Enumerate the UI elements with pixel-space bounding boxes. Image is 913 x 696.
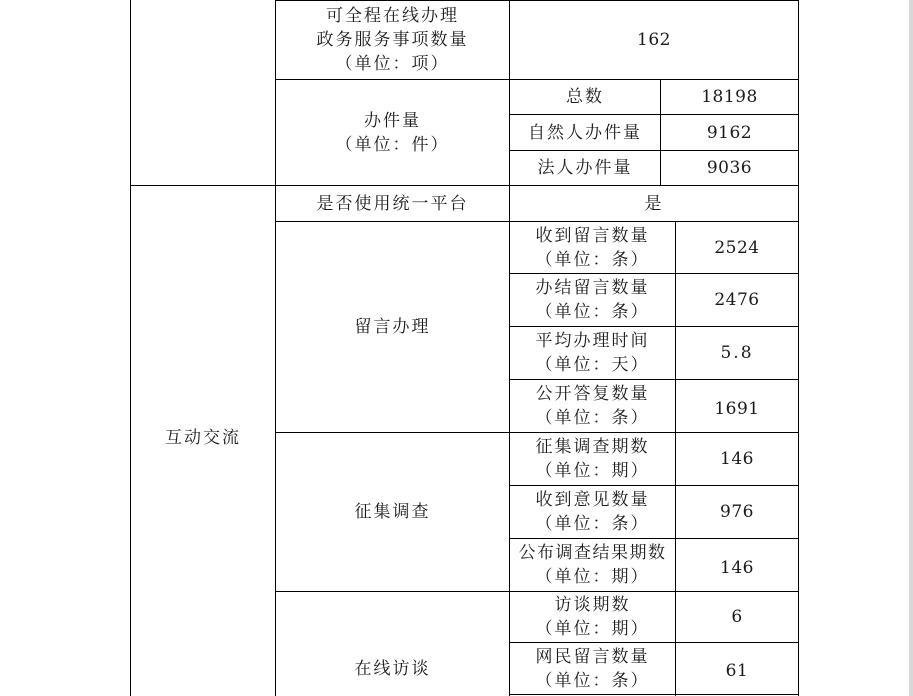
public-replies-label: 公开答复数量 （单位：条） — [535, 384, 650, 428]
full-online-items-label — [276, 1, 509, 79]
unified-platform-value: 是 — [644, 193, 664, 214]
interview-issues-value: 6 — [731, 607, 743, 627]
handled-cases-label — [276, 80, 509, 185]
online-interview-label: 在线访谈 — [354, 659, 431, 679]
handled-natural-person-label: 自然人办件量 — [528, 122, 642, 143]
label-line: （单位：件） — [335, 134, 450, 155]
label-line: 办件量 — [364, 110, 421, 131]
survey-issues-value: 146 — [720, 449, 754, 469]
average-handling-time-value: 5.8 — [720, 343, 754, 363]
public-replies-value: 1691 — [714, 398, 760, 419]
messages-received-value: 2524 — [714, 237, 760, 258]
interview-issues-label: 访谈期数 （单位：期） — [535, 595, 650, 639]
message-handling-label: 留言办理 — [354, 317, 431, 337]
handled-natural-person-value: 9162 — [706, 122, 753, 143]
label-line: 政务服务事项数量 — [316, 30, 469, 50]
survey-issues-label: 征集调查期数 （单位：期） — [535, 437, 650, 481]
scrollbar-edge — [909, 0, 913, 696]
full-online-items-value: 162 — [637, 30, 671, 50]
messages-completed-value: 2476 — [714, 290, 760, 310]
label-line: 可全程在线办理 — [326, 6, 459, 26]
opinions-received-value: 976 — [720, 502, 754, 522]
messages-received-label: 收到留言数量 （单位：条） — [535, 225, 650, 270]
netizen-messages-label: 网民留言数量 （单位：条） — [535, 646, 650, 691]
average-handling-time-label: 平均办理时间 （单位：天） — [535, 331, 650, 375]
netizen-messages-value: 61 — [725, 660, 749, 681]
handled-legal-person-label: 法人办件量 — [537, 158, 633, 178]
interaction-category-label: 互动交流 — [165, 428, 241, 448]
messages-completed-label: 办结留言数量 （单位：条） — [535, 278, 650, 322]
label-line: （单位：项） — [335, 54, 450, 74]
survey-label: 征集调查 — [354, 502, 431, 522]
unified-platform-label: 是否使用统一平台 — [316, 193, 469, 214]
opinions-received-label: 收到意见数量 （单位：条） — [535, 490, 650, 534]
handled-total-label: 总数 — [566, 87, 604, 107]
survey-results-published-label: 公布调查结果期数 （单位：期） — [518, 543, 667, 587]
survey-results-published-value: 146 — [720, 557, 754, 578]
handled-total-value: 18198 — [701, 87, 758, 107]
handled-legal-person-value: 9036 — [706, 158, 753, 178]
